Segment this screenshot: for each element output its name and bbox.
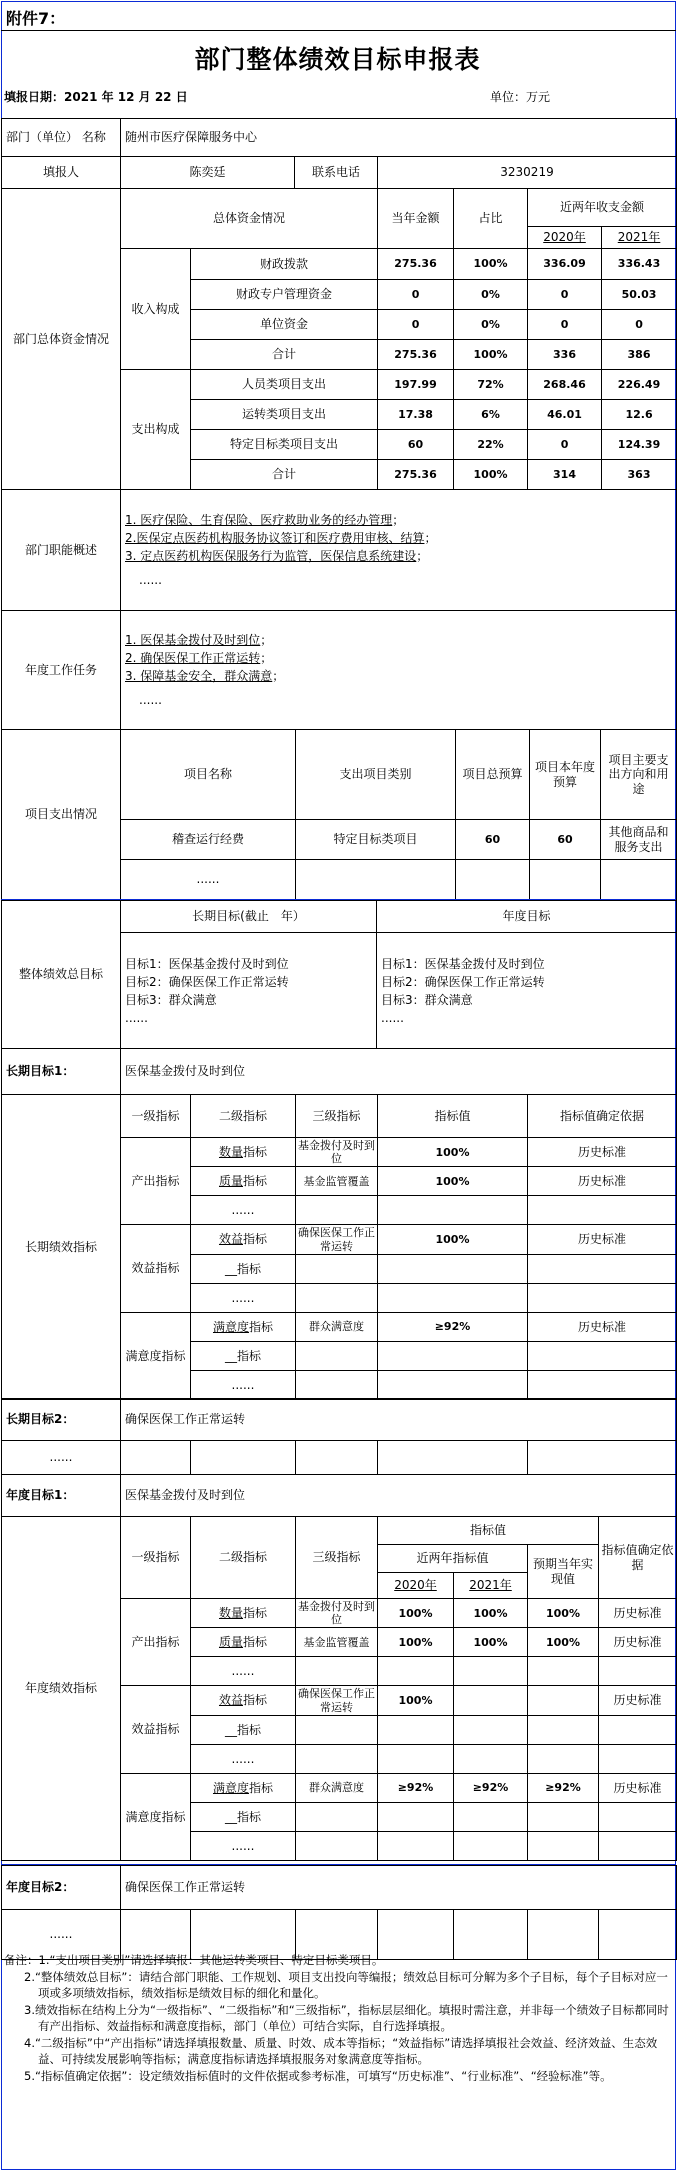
note-item: 2.“整体绩效总目标”：请结合部门职能、工作规划、项目支出投向等编报；绩效总目标可分解为多个子目标，每个子目标对应一项或多项绩效指标，绩效指标是绩效目标的细化和量化。	[24, 1970, 668, 2000]
projects-table: 项目支出情况 项目名称 支出项目类别 项目总预算 项目本年度预算 项目主要支出方向和用途 稽查运行经费 特定目标类项目 60 60 其他商品和服务支出 ......	[1, 729, 677, 900]
project-type: 特定目标类项目	[296, 820, 456, 860]
expense-label: 支出构成	[121, 370, 191, 490]
filler-label: 填报人	[2, 157, 121, 189]
expense-row-name: 人员类项目支出	[191, 370, 378, 400]
tasks-label: 年度工作任务	[2, 611, 121, 730]
funds-table: 部门总体资金情况 总体资金情况 当年金额 占比 近两年收支金额 2020年 2021年 收入构成 财政拨款 275.36 100% 336.09 336.43 财政专户管理资金 0 0% 0 50.03 单位资金 0 0% 0 0 合计 275.36 100% 336 386 支出构成 人员类项目支出 197.99 72% 268.46 226.49 运转类项目支出 17.38 6% 46.01 12.6 特定目标类项目支出 60 22% 0 124.39 合计 275.36 100% 314 363	[1, 188, 677, 490]
filler-value: 陈奕廷	[121, 157, 295, 189]
note-item: 备注：1.“支出项目类别”请选择填报：其他运转类项目、特定目标类项目。	[4, 1953, 384, 1967]
long-goal1-label: 长期目标1：	[2, 1049, 121, 1095]
col-2021: 2021年	[617, 230, 661, 245]
col-ratio: 占比	[454, 189, 528, 249]
income-label: 收入构成	[121, 249, 191, 370]
long-goal-head: 长期目标(截止 年）	[121, 901, 377, 933]
filler-table	[1, 156, 677, 189]
page-title: 部门整体绩效目标申报表	[194, 45, 481, 74]
income-row-name: 财政拨款	[191, 249, 378, 280]
funds-section-label: 部门总体资金情况	[2, 189, 121, 490]
year-goal2-table: 年度目标2： 确保医保工作正常运转 ......	[1, 1865, 677, 1960]
phone-label: 联系电话	[295, 157, 378, 189]
benefit-label: 效益指标	[121, 1225, 191, 1312]
overall-goal-table	[1, 900, 677, 1049]
functions-table	[1, 489, 677, 730]
long-goal-list: 目标1：医保基金拨付及时到位 目标2：确保医保工作正常运转 目标3：群众满意 ......	[121, 933, 377, 1049]
long-goal2-label: 长期目标2：	[2, 1399, 121, 1441]
long-goal1-table	[1, 1048, 677, 1095]
phone-value: 3230219	[378, 157, 677, 189]
long-goal1-text: 医保基金拨付及时到位	[121, 1049, 677, 1095]
long-goal2-text: 确保医保工作正常运转	[121, 1399, 677, 1441]
year-perf-table: 年度绩效指标 一级指标 二级指标 三级指标 指标值 指标值确定依据 近两年指标值 预期当年实现值 2020年 2021年 产出指标 数量指标 基金拨付及时到位 100% 100% 100% 历史标准 质量指标 基金监管覆盖 100% 100% 100% 历史标准 ...... 效益指标 效益指标 确保医保工作正常运转 100% 历史标准 __指标 ...... 满意度指标 满意度指标 群众满意度 ≥92% ≥92% ≥92% 历史标准 __指标 ......	[1, 1516, 677, 1861]
dept-name-value: 随州市医疗保障服务中心	[121, 119, 677, 157]
overall-goal-label: 整体绩效总目标	[2, 901, 121, 1049]
note-item: 3.绩效指标在结构上分为“一级指标”、“二级指标”和“三级指标”，指标层层细化。填报时需注意，并非每一个绩效子目标都同时有产出指标、效益指标和满意度指标，部门（单位）可结合实际，自行选择填报。	[24, 2003, 669, 2033]
income-row-name: 合计	[191, 340, 378, 370]
long-perf-table: 长期绩效指标 一级指标 二级指标 三级指标 指标值 指标值确定依据 产出指标 数量指标 基金拨付及时到位 100% 历史标准 质量指标 基金监管覆盖 100% 历史标准 ...... 效益指标 效益指标 确保医保工作正常运转 100% 历史标准 __指标 ...... 满意度指标 满意度指标 群众满意度 ≥92% 历史标准 __指标 ......	[1, 1094, 677, 1400]
col-current: 当年金额	[378, 189, 454, 249]
long-goal2-table: 长期目标2： 确保医保工作正常运转 ......	[1, 1398, 677, 1475]
unit-label: 单位：万元	[490, 90, 551, 104]
expense-row-name: 特定目标类项目支出	[191, 430, 378, 460]
fill-date: 填报日期：2021 年 12 月 22 日	[4, 90, 188, 104]
output-label: 产出指标	[121, 1138, 191, 1225]
income-row-name: 财政专户管理资金	[191, 280, 378, 310]
funds-overall-label: 总体资金情况	[121, 189, 378, 249]
year-perf-label: 年度绩效指标	[2, 1517, 121, 1861]
note-item: 4.“二级指标”中“产出指标”请选择填报数量、质量、时效、成本等指标；“效益指标”请选择填报社会效益、经济效益、生态效益、可持续发展影响等指标；满意度指标请选择填报服务对象满意度等指标。	[24, 2036, 658, 2066]
expense-row-name: 运转类项目支出	[191, 400, 378, 430]
functions-label: 部门职能概述	[2, 490, 121, 611]
year-goal-list: 目标1：医保基金拨付及时到位 目标2：确保医保工作正常运转 目标3：群众满意 ......	[377, 933, 677, 1049]
tasks-list: 1. 医保基金拨付及时到位； 2. 确保医保工作正常运转； 3. 保障基金安全，群众满意； ......	[121, 611, 677, 730]
year-goal-head: 年度目标	[377, 901, 677, 933]
year-goal2-label: 年度目标2：	[2, 1866, 121, 1910]
long-perf-label: 长期绩效指标	[2, 1095, 121, 1400]
year-goal1-label: 年度目标1：	[2, 1475, 121, 1517]
year-goal1-table	[1, 1474, 677, 1517]
dept-info-table	[1, 118, 677, 157]
notes	[4, 1952, 672, 2085]
functions-list: 1. 医疗保险、生育保险、医疗救助业务的经办管理； 2.医保定点医药机构服务协议签订和医疗费用审核、结算； 3. 定点医药机构医保服务行为监管，医保信息系统建设； ......	[121, 490, 677, 611]
col-recent: 近两年收支金额	[528, 189, 677, 227]
project-name: 稽查运行经费	[121, 820, 296, 860]
note-item: 5.“指标值确定依据”：设定绩效指标值时的文件依据或参考标准，可填写“历史标准”、“行业标准”、“经验标准”等。	[24, 2069, 612, 2083]
dept-name-label: 部门（单位） 名称	[2, 119, 121, 157]
income-row-name: 单位资金	[191, 310, 378, 340]
expense-row-name: 合计	[191, 460, 378, 490]
year-goal2-text: 确保医保工作正常运转	[121, 1866, 677, 1910]
projects-label: 项目支出情况	[2, 730, 121, 900]
attachment-label: 附件7：	[6, 9, 66, 28]
col-2020: 2020年	[543, 230, 586, 245]
year-goal1-text: 医保基金拨付及时到位	[121, 1475, 677, 1517]
satisfaction-label: 满意度指标	[121, 1312, 191, 1399]
